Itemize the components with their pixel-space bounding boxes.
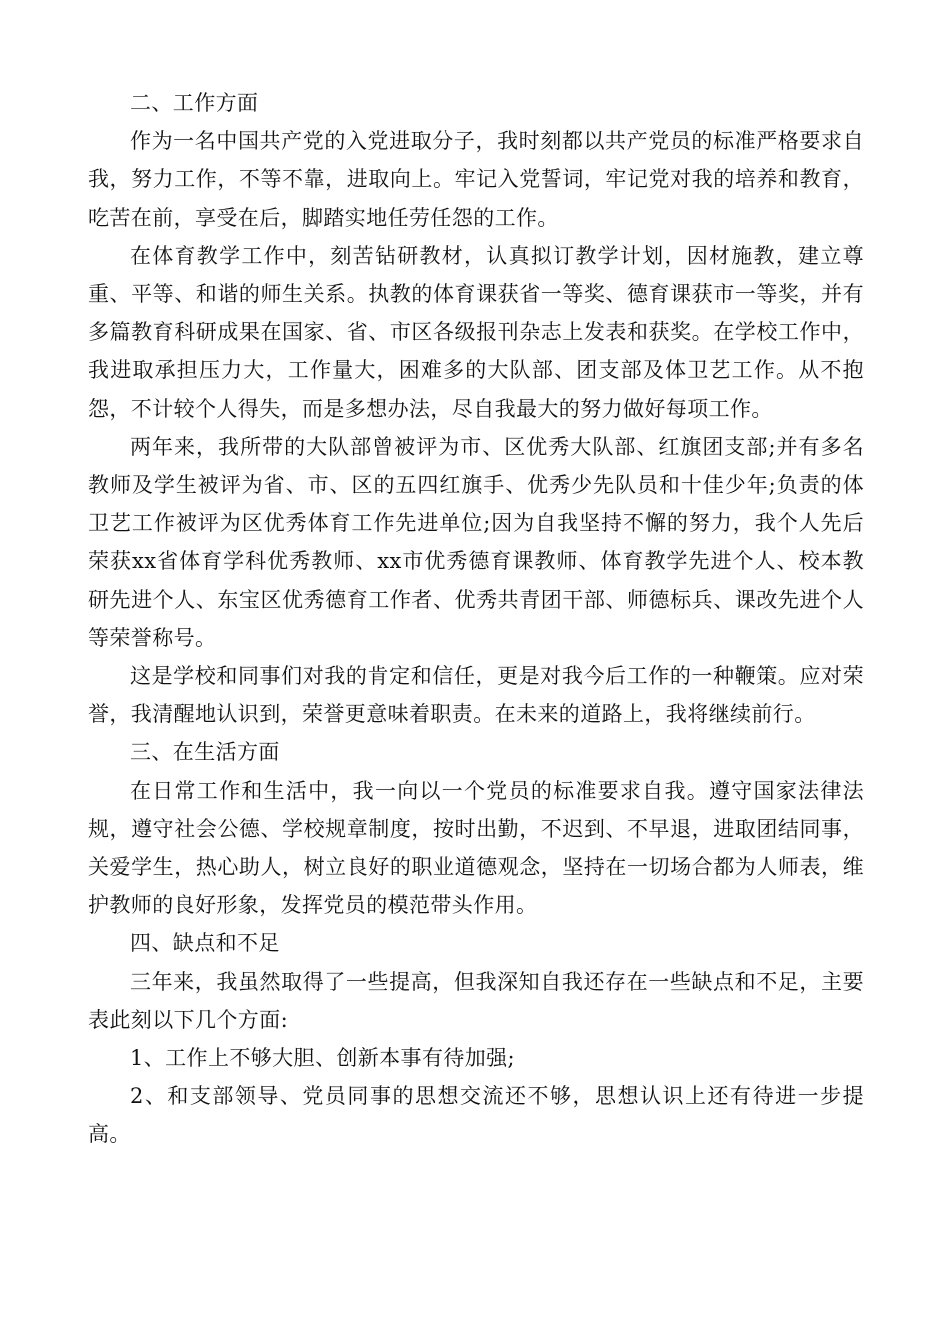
list-item-shortcoming-2: 2、和支部领导、党员同事的思想交流还不够，思想认识上还有待进一步提高。 <box>88 1084 864 1147</box>
section-heading-work: 二、工作方面 <box>130 91 259 115</box>
paragraph-recognition: 这是学校和同事们对我的肯定和信任，更是对我今后工作的一种鞭策。应对荣誉，我清醒地认识到，荣誉更意味着职责。在未来的道路上，我将继续前行。 <box>88 664 864 727</box>
section-heading-shortcomings: 四、缺点和不足 <box>130 931 280 956</box>
list-item-shortcoming-1: 1、工作上不够大胆、创新本事有待加强; <box>130 1046 516 1071</box>
paragraph-shortcomings-intro: 三年来，我虽然取得了一些提高，但我深知自我还存在一些缺点和不足，主要表此刻以下几个方面: <box>88 969 864 1032</box>
paragraph-pe-teaching: 在体育教学工作中，刻苦钻研教材，认真拟订教学计划，因材施教，建立尊重、平等、和谐的师生关系。执教的体育课获省一等奖、德育课获市一等奖，并有多篇教育科研成果在国家、省、市区各级报刊杂志上发表和获奖。在学校工作中，我进取承担压力大，工作量大，困难多的大队部、团支部及体卫艺工作。从不抱怨，不计较个人得失，而是多想办法，尽自我最大的努力做好每项工作。 <box>88 243 864 421</box>
section-heading-life: 三、在生活方面 <box>130 740 280 765</box>
document-page <box>88 84 864 1154</box>
paragraph-daily-life: 在日常工作和生活中，我一向以一个党员的标准要求自我。遵守国家法律法规，遵守社会公德、学校规章制度，按时出勤，不迟到、不早退，进取团结同事，关爱学生，热心助人，树立良好的职业道德观念，坚持在一切场合都为人师表，维护教师的良好形象，发挥党员的模范带头作用。 <box>88 778 864 918</box>
paragraph-party-member-standard: 作为一名中国共产党的入党进取分子，我时刻都以共产党员的标准严格要求自我，努力工作，不等不靠，进取向上。牢记入党誓词，牢记党对我的培养和教育，吃苦在前，享受在后，脚踏实地任劳任怨的工作。 <box>88 129 864 230</box>
paragraph-honors: 两年来，我所带的大队部曾被评为市、区优秀大队部、红旗团支部;并有多名教师及学生被评为省、市、区的五四红旗手、优秀少先队员和十佳少年;负责的体卫艺工作被评为区优秀体育工作先进单位;因为自我坚持不懈的努力，我个人先后荣获xx省体育学科优秀教师、xx市优秀德育课教师、体育教学先进个人、校本教研先进个人、东宝区优秀德育工作者、优秀共青团干部、师德标兵、课改先进个人等荣誉称号。 <box>88 434 864 650</box>
